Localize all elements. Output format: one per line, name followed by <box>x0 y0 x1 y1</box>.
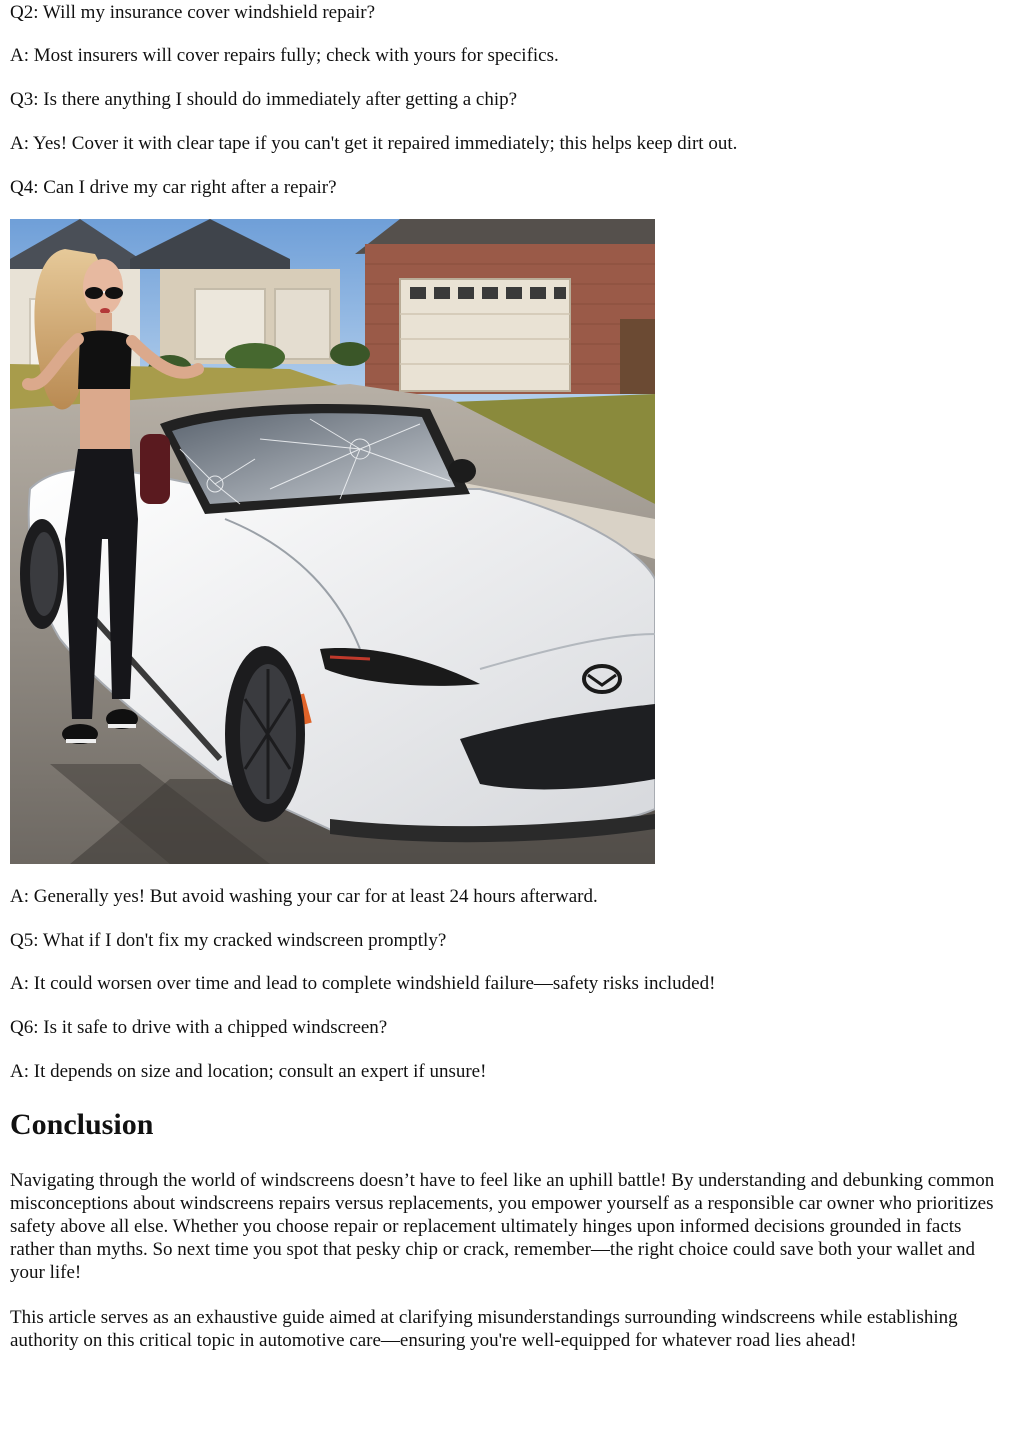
conclusion-paragraph-1: Navigating through the world of windscreens doesn’t have to feel like an uphill battle! By understanding and debunking common misconceptions about windscreens repairs versus replacements, you empower yourself as a responsible car owner who prioritizes safety above all else. Whether you choose repair or replacement ultimately hinges upon informed decisions grounded in facts rather than myths. So next time you spot that pesky chip or crack, remember—the right choice could save both your wallet and your life! <box>10 1170 995 1283</box>
faq-question-2: Q2: Will my insurance cover windshield repair? <box>10 2 376 23</box>
shrub-3 <box>330 342 370 366</box>
conclusion-heading: Conclusion <box>10 1108 154 1141</box>
faq-question-4: Q4: Can I drive my car right after a repair? <box>10 177 337 198</box>
side-mirror <box>448 459 476 483</box>
faq-question-5: Q5: What if I don't fix my cracked windscreen promptly? <box>10 930 447 951</box>
headlight-accent <box>330 657 370 659</box>
sunglasses-left <box>85 287 103 299</box>
article-photo-car-cracked-windshield <box>10 219 655 864</box>
faq-answer-2: A: Most insurers will cover repairs fully; check with yours for specifics. <box>10 45 559 66</box>
sunglasses-right <box>105 287 123 299</box>
garage-door-mid2 <box>275 289 330 359</box>
photo-illustration <box>10 219 655 864</box>
conclusion-paragraph-2: This article serves as an exhaustive guide aimed at clarifying misunderstandings surrounding windscreens while establishing authority on this critical topic in automotive care—ensuring you're well-equipped for whatever road lies ahead! <box>10 1307 958 1351</box>
car-seat <box>140 434 170 504</box>
sports-bra <box>78 331 132 389</box>
shrub-2 <box>225 343 285 371</box>
neck <box>96 313 112 333</box>
midriff <box>80 389 130 449</box>
face <box>83 259 123 315</box>
faq-question-3: Q3: Is there anything I should do immediately after getting a chip? <box>10 89 518 110</box>
faq-question-6: Q6: Is it safe to drive with a chipped windscreen? <box>10 1017 388 1038</box>
faq-answer-3: A: Yes! Cover it with clear tape if you can't get it repaired immediately; this helps keep dirt out. <box>10 133 738 154</box>
faq-answer-5: A: It could worsen over time and lead to complete windshield failure—safety risks included! <box>10 973 716 994</box>
faq-answer-6: A: It depends on size and location; consult an expert if unsure! <box>10 1061 487 1082</box>
fence <box>620 319 655 394</box>
faq-answer-4: A: Generally yes! But avoid washing your car for at least 24 hours afterward. <box>10 886 598 907</box>
rear-rim <box>30 532 58 616</box>
